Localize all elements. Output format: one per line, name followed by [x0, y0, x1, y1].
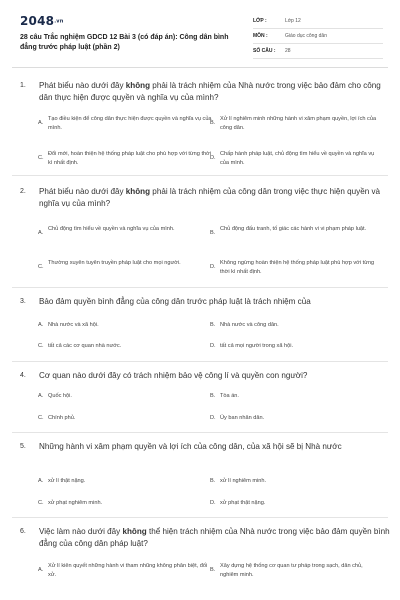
divider — [12, 517, 388, 518]
option-3c[interactable]: C. tất cả các cơ quan nhà nước. — [38, 343, 122, 349]
divider — [12, 287, 388, 288]
option-4d[interactable]: D. Ủy ban nhân dân. — [210, 415, 265, 421]
option-2a[interactable]: A. Chủ động tìm hiểu về quyền và nghĩa vụ của mình. — [38, 226, 175, 236]
option-5a[interactable]: A. xử lí thật nặng. — [38, 478, 86, 484]
divider — [12, 175, 388, 176]
option-5c[interactable]: C. xử phạt nghiêm minh. — [38, 500, 103, 506]
option-4b[interactable]: B. Tòa án. — [210, 393, 239, 399]
divider — [12, 361, 388, 362]
option-2b[interactable]: B. Chủ động đấu tranh, tố giác các hành vi vi phạm pháp luật. — [210, 226, 367, 236]
info-row-class: LỚP : Lớp 12 — [253, 14, 383, 29]
option-4a[interactable]: A. Quốc hội. — [38, 393, 72, 399]
option-1d[interactable]: D. Chấp hành pháp luật, chủ động tìm hiểu về quyền và nghĩa vụ của mình. — [210, 151, 375, 166]
question-6: 6. Việc làm nào dưới đây không thể hiện trách nhiệm của Nhà nước trong việc bảo đảm quyền bình đẳng của công dân pháp luật? — [20, 527, 390, 548]
option-6a[interactable]: A. Xử lí kiên quyết những hành vi tham nhũng không phân biệt, đối xử. — [38, 563, 208, 578]
site-logo[interactable]: 2048.vn — [20, 14, 64, 28]
question-2: 2. Phát biểu nào dưới đây không phải là trách nhiệm của công dân trong việc thực hiện quyền và nghĩa vụ của mình? — [20, 187, 380, 208]
page-header — [0, 0, 400, 62]
question-3: 3. Bảo đảm quyền bình đẳng của công dân trước pháp luật là trách nhiệm của — [20, 297, 311, 306]
question-1 — [20, 80, 390, 104]
question-5: 5. Những hành vi xâm phạm quyền và lợi ích của công dân, của xã hội sẽ bị Nhà nước — [20, 442, 342, 451]
option-2c[interactable]: C. Thường xuyên tuyên truyền pháp luật cho mọi người. — [38, 260, 181, 270]
question-number: 1. — [20, 82, 26, 89]
option-3a[interactable]: A. Nhà nước và xã hội. — [38, 322, 99, 328]
header-divider — [12, 67, 388, 68]
option-1a[interactable]: A. Tạo điều kiện để công dân thực hiện được quyền và nghĩa vụ của mình. — [38, 116, 212, 131]
divider — [12, 432, 388, 433]
info-table — [253, 14, 383, 59]
option-1c[interactable]: C. Đổi mới, hoàn thiện hệ thống pháp luật cho phù hợp với từng thời kì nhất định. — [38, 151, 212, 166]
option-5b[interactable]: B. xử lí nghiêm minh. — [210, 478, 267, 484]
option-3b[interactable]: B. Nhà nước và công dân. — [210, 322, 279, 328]
question-text: Phát biểu nào dưới đây không phải là trách nhiệm của Nhà nước trong việc bảo đảm cho công dân thực hiện được quyền và nghĩa vụ của mình? — [39, 81, 381, 102]
option-3d[interactable]: D. tất cả mọi người trong xã hội. — [210, 343, 294, 349]
option-1b[interactable]: B. Xử lí nghiêm minh những hành vi xâm phạm quyền, lợi ích của công dân. — [210, 116, 377, 131]
option-6b[interactable]: B. Xây dựng hệ thống cơ quan tư pháp trong sạch, dân chủ, nghiêm minh. — [210, 563, 363, 578]
document-title: 28 câu Trắc nghiệm GDCD 12 Bài 3 (có đáp án): Công dân bình đẳng trước pháp luật (phần 2) — [20, 34, 229, 51]
info-row-count: SỐ CÂU : 28 — [253, 44, 383, 59]
question-4: 4. Cơ quan nào dưới đây có trách nhiệm bảo vệ công lí và quyền con người? — [20, 371, 308, 380]
option-4c[interactable]: C. Chính phủ. — [38, 415, 76, 421]
option-2d[interactable]: D. Không ngừng hoàn thiện hệ thống pháp luật phù hợp với từng thời kì nhất định. — [210, 260, 375, 275]
info-row-subject: MÔN : Giáo dục công dân — [253, 29, 383, 44]
option-5d[interactable]: D. xử phạt thật nặng. — [210, 500, 266, 506]
